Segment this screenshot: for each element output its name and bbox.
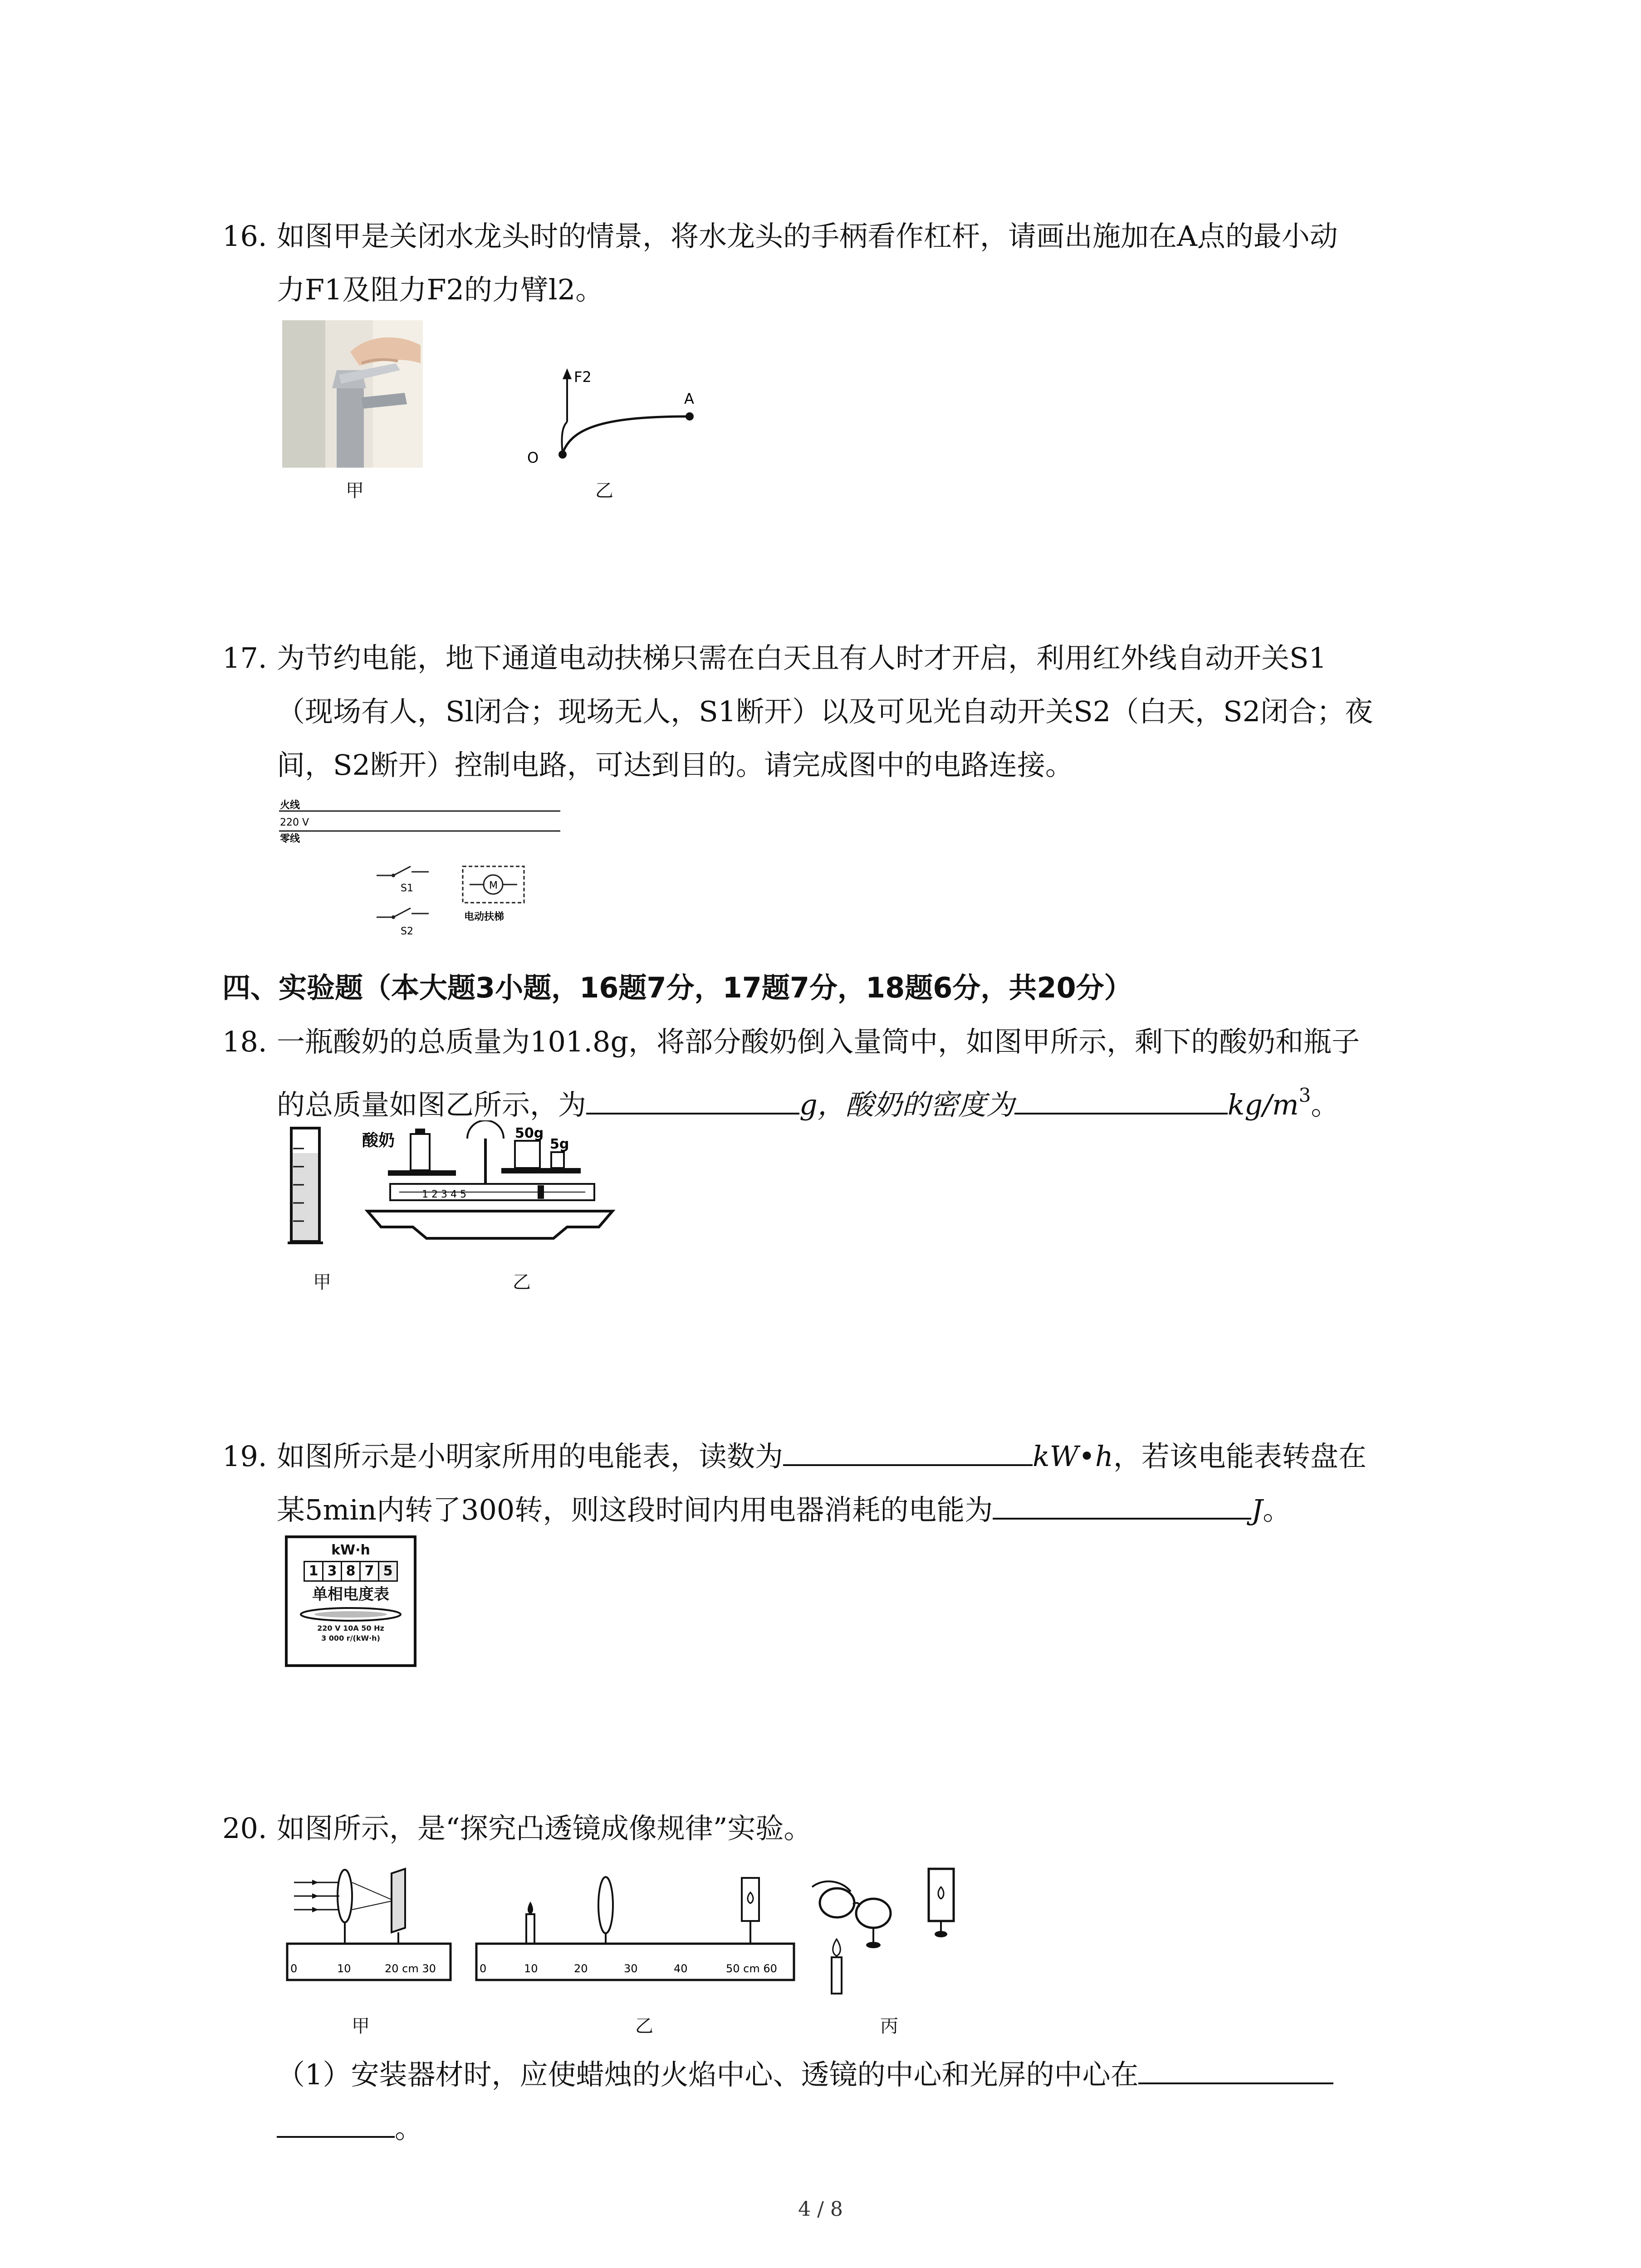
question-line-with-blanks [277,1483,1447,1537]
question-18 [222,1015,1447,1132]
balance-scale [354,1120,626,1252]
ruler-tick: 40 [674,1962,688,1975]
meter-spec: 220 V 10A 50 Hz [317,1624,384,1633]
question-17 [222,631,1447,792]
text-segment: kW•h [1033,1440,1113,1473]
question-line-with-blanks [277,2102,1502,2155]
answer-blank-energy[interactable] [993,1491,1251,1520]
question-20-sub-1 [277,2048,1502,2102]
lever-label-o: O [527,449,539,466]
text-segment: 。 [1263,1493,1291,1526]
question-line: 力F1及阻力F2的力臂l2。 [277,273,604,306]
text-segment: g，酸奶的密度为 [799,1088,1014,1121]
lever-diagram [517,358,708,472]
question-20 [222,1802,1447,1855]
ruler-tick: 20 cm 30 [385,1962,436,1975]
question-20-sub-1-cont [277,2102,1502,2155]
yogurt-label: 酸奶 [362,1131,395,1150]
question-line-with-blanks [277,2048,1502,2102]
meter-dial-icon [291,1605,410,1623]
weight-5g-label: 5g [550,1136,569,1152]
meter-digit: 1 [304,1561,323,1582]
figure-caption: 乙 [635,2016,653,2037]
ruler-tick: 20 [574,1962,588,1975]
question-number: 16. [222,220,267,253]
meter-digit-row [291,1561,410,1582]
electricity-meter [285,1535,416,1667]
page-number: 4 / 8 [798,2198,843,2221]
graduated-cylinder [286,1126,327,1248]
switch-s1-label: S1 [401,883,413,894]
motor-label: M [489,880,498,891]
text-segment: 某5min内转了300转，则这段时间内用电器消耗的电能为 [277,1493,993,1526]
figure-caption: 甲 [346,480,364,501]
figure-caption: 甲 [352,2016,370,2037]
ruler-tick: 0 [290,1962,298,1975]
question-line: 如图甲是关闭水龙头时的情景，将水龙头的手柄看作杠杆，请画出施加在A点的最小动 [277,220,1338,253]
question-16 [222,210,1447,317]
text-segment: J [1251,1493,1263,1526]
wire-neutral-label: 零线 [280,833,300,845]
meter-name: 单相电度表 [312,1585,389,1603]
lever-label-f2: F2 [574,368,592,386]
meter-digit: 8 [342,1561,361,1582]
escalator-label: 电动扶梯 [464,911,505,923]
ruler-tick: 10 [337,1962,351,1975]
question-number: 19. [222,1440,267,1473]
answer-blank-alignment[interactable] [1138,2055,1333,2084]
answer-blank-density[interactable] [1014,1085,1228,1114]
ruler-tick: 30 [624,1962,638,1975]
lever-label-a: A [684,390,694,407]
meter-digit: 5 [379,1561,398,1582]
question-number: 18. [222,1025,267,1058]
lens-experiment-c [810,1860,991,2009]
circuit-diagram [279,798,569,948]
faucet-photo [282,320,423,468]
meter-spec: 3 000 r/(kW·h) [321,1634,380,1642]
figure-caption: 甲 [313,1272,331,1293]
wire-live-label: 火线 [280,800,300,811]
wire-voltage-label: 220 V [280,817,309,828]
ruler-tick: 0 [480,1962,487,1975]
text-segment: （1）安装器材时，应使蜡烛的火焰中心、透镜的中心和光屏的中心在 [277,2058,1139,2091]
text-segment: 。 [395,2112,423,2145]
question-line: 一瓶酸奶的总质量为101.8g，将部分酸奶倒入量筒中，如图甲所示，剩下的酸奶和瓶子 [277,1025,1360,1058]
svg-text:1 2 3 4 5: 1 2 3 4 5 [422,1189,466,1200]
switch-s2-label: S2 [401,926,413,937]
answer-blank-mass[interactable] [586,1085,799,1114]
question-number: 20. [222,1812,267,1845]
text-segment: 如图所示是小明家所用的电能表，读数为 [277,1440,784,1473]
weight-50g-label: 50g [515,1125,544,1141]
question-number: 17. [222,641,267,675]
lens-experiment-b [474,1864,801,1987]
text-segment: 。 [1311,1088,1339,1121]
figure-caption: 乙 [595,480,613,501]
lens-experiment-a [285,1864,457,1987]
question-line: 为节约电能，地下通道电动扶梯只需在白天且有人时才开启，利用红外线自动开关S1 [277,641,1327,675]
answer-blank-meter-reading[interactable] [783,1437,1033,1466]
section-heading: 四、实验题（本大题3小题，16题7分，17题7分，18题6分，共20分） [222,971,1132,1004]
text-segment: ，若该电能表转盘在 [1113,1440,1367,1473]
ruler-tick: 10 [524,1962,538,1975]
question-line: 如图所示，是“探究凸透镜成像规律”实验。 [277,1812,812,1845]
figure-caption: 乙 [513,1272,531,1293]
text-superscript: 3 [1298,1084,1311,1106]
question-line-with-blanks [277,1430,1447,1483]
ruler-tick: 50 cm 60 [726,1962,777,1975]
question-line: 间，S2断开）控制电路，可达到目的。请完成图中的电路连接。 [277,748,1073,782]
answer-blank-alignment-cont[interactable] [277,2109,395,2138]
meter-unit: kW·h [331,1542,370,1558]
meter-digit: 7 [361,1561,379,1582]
text-segment: 的总质量如图乙所示，为 [277,1088,587,1121]
meter-digit: 3 [323,1561,342,1582]
question-19 [222,1430,1447,1537]
question-line: （现场有人，Sl闭合；现场无人，S1断开）以及可见光自动开关S2（白天，S2闭合；夜 [277,695,1373,728]
figure-caption: 丙 [880,2016,898,2037]
text-segment: kg/m [1227,1088,1299,1121]
